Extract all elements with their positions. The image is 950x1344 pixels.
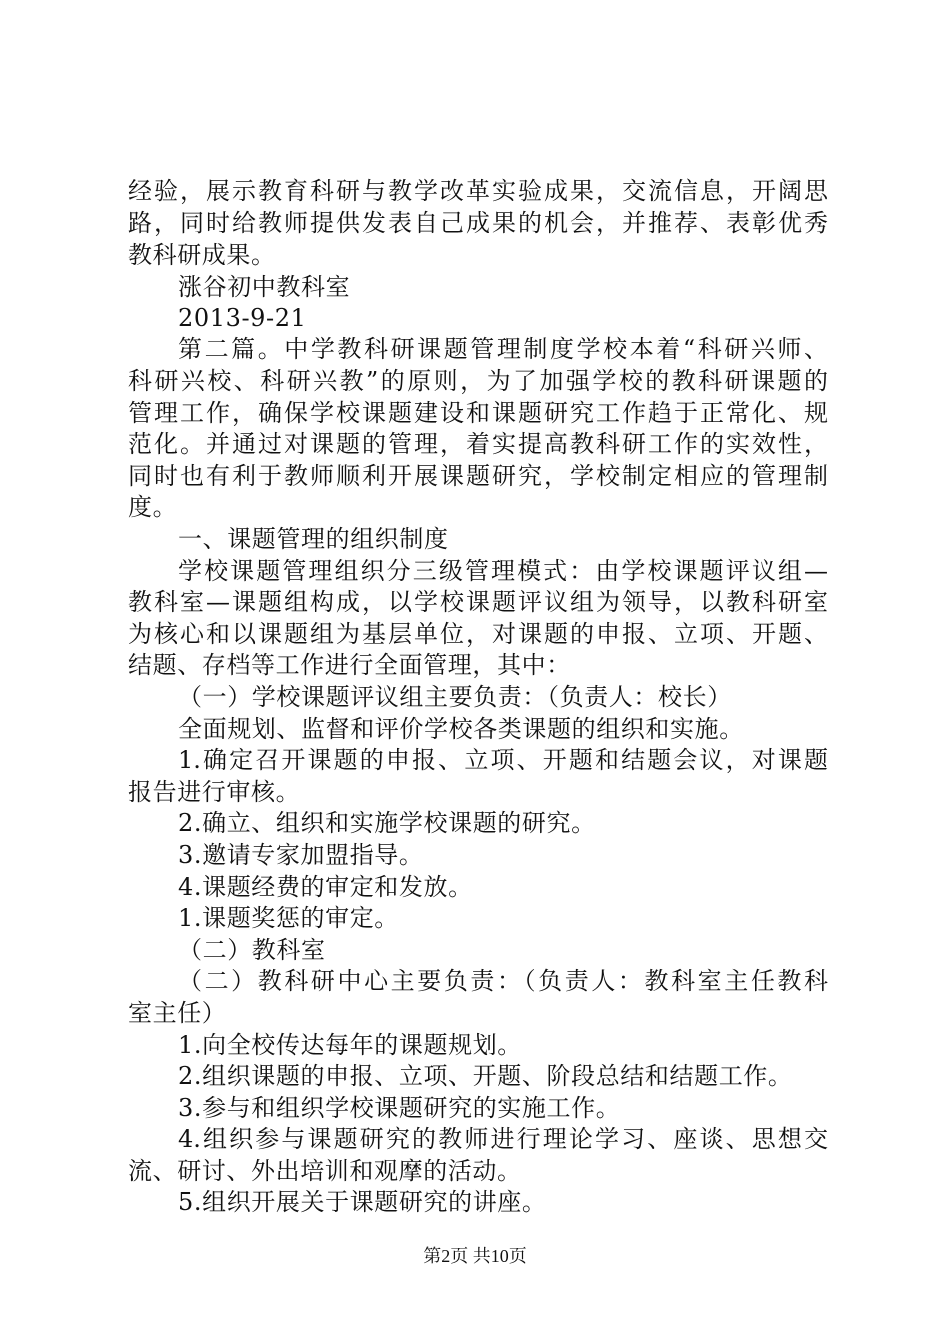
page-number-footer: 第2页 共10页 [423, 1246, 527, 1266]
subheading-line: （二）教科室 [178, 936, 326, 964]
paragraph-line: 经验，展示教育科研与教学改革实验成果，交流信息，开阔思 [128, 177, 828, 205]
list-item: 1.课题奖惩的审定。 [178, 904, 399, 932]
paragraph-line: 同时也有利于教师顺利开展课题研究，学校制定相应的管理制 [128, 462, 828, 490]
list-item: 1.向全校传达每年的课题规划。 [178, 1031, 522, 1059]
list-item: 4.组织参与课题研究的教师进行理论学习、座谈、思想交 [178, 1125, 828, 1153]
list-item-continuation: 流、研讨、外出培训和观摩的活动。 [128, 1157, 522, 1185]
paragraph-line: 为核心和以课题组为基层单位，对课题的申报、立项、开题、 [128, 620, 828, 648]
date-line: 2013-9-21 [178, 304, 307, 332]
paragraph-line: 范化。并通过对课题的管理，着实提高教科研工作的实效性， [128, 430, 828, 458]
paragraph-line: 教科研成果。 [128, 241, 276, 269]
paragraph-line: 结题、存档等工作进行全面管理，其中： [128, 651, 571, 679]
list-item: 3.邀请专家加盟指导。 [178, 841, 424, 869]
list-item: 5.组织开展关于课题研究的讲座。 [178, 1188, 547, 1216]
section-heading-line: 第二篇。中学教科研课题管理制度学校本着“科研兴师、 [178, 335, 828, 363]
signature-line: 涨谷初中教科室 [178, 273, 351, 301]
paragraph-line: 全面规划、监督和评价学校各类课题的组织和实施。 [178, 715, 744, 743]
list-item: 2.组织课题的申报、立项、开题、阶段总结和结题工作。 [178, 1062, 793, 1090]
list-item: 3.参与和组织学校课题研究的实施工作。 [178, 1094, 621, 1122]
subheading-continuation: 室主任） [128, 999, 227, 1027]
list-item: 2.确立、组织和实施学校课题的研究。 [178, 809, 596, 837]
paragraph-line: 路，同时给教师提供发表自己成果的机会，并推荐、表彰优秀 [128, 209, 828, 237]
subheading-line: （一）学校课题评议组主要负责：（负责人：校长） [178, 683, 732, 711]
paragraph-line: 学校课题管理组织分三级管理模式：由学校课题评议组— [178, 557, 828, 585]
list-item-continuation: 报告进行审核。 [128, 778, 301, 806]
paragraph-line: 教科室—课题组构成，以学校课题评议组为领导，以教科研室 [128, 588, 828, 616]
paragraph-line: 度。 [128, 493, 178, 521]
subheading-line: （二）教科研中心主要负责：（负责人：教科室主任教科 [178, 967, 828, 995]
paragraph-line: 科研兴校、科研兴教”的原则，为了加强学校的教科研课题的 [128, 367, 828, 395]
list-item: 1.确定召开课题的申报、立项、开题和结题会议，对课题 [178, 746, 828, 774]
subheading-line: 一、课题管理的组织制度 [178, 525, 449, 553]
paragraph-line: 管理工作，确保学校课题建设和课题研究工作趋于正常化、规 [128, 399, 828, 427]
list-item: 4.课题经费的审定和发放。 [178, 873, 473, 901]
